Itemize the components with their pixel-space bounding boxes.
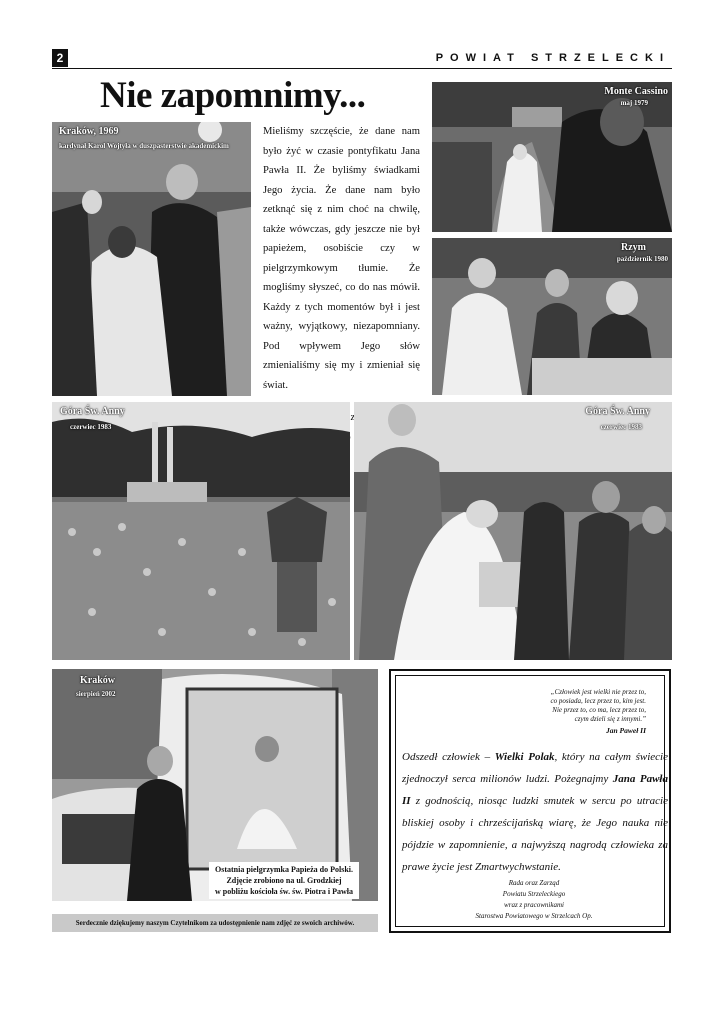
memorial-text-part: , który na całym świecie zjednoczył serca milionów ludzi. Pożegnajmy: [402, 751, 668, 785]
quote-line: co posiada, lecz przez to, kim jest.: [550, 697, 646, 705]
signature-line: Starostwa Powiatowego w Strzelcach Op.: [475, 912, 593, 920]
photo-gora-right-image: [354, 402, 672, 660]
quote-line: czym dzieli się z innymi.”: [574, 715, 646, 723]
photo-monte-cassino-title: Monte Cassino: [604, 86, 668, 97]
photo-gora-left-image: [52, 402, 350, 660]
photo-krakow-2002-caption: [209, 862, 359, 899]
memorial-text-bold: Jana Pawła II: [402, 773, 668, 807]
photo-rzym-title: Rzym: [621, 242, 646, 253]
memorial-quote: [446, 688, 646, 724]
photo-krakow-1969-title: Kraków, 1969: [59, 126, 119, 137]
photo-gora-left-title: Góra Św. Anny: [60, 406, 125, 417]
photo-gora-right-title: Góra Św. Anny: [585, 406, 650, 417]
memorial-box-inner: [395, 675, 668, 927]
photo-krakow-1969-image: [52, 122, 251, 396]
article-paragraph-1: Mieliśmy szczęście, że dane nam było żyć w czasie pontyfikatu Jana Pawła II. Że byliśmy świadkami Jego życia. Że dane nam było zetknąć się z nim choć na chwilę, także wówczas, gdy jeszcze nie był papieżem, osobiście czy w pielgrzymkowym tłumie. Że mogliśmy słyszeć, co do nas mówił. Każdy z tych momentów był i jest ważny, wyjątkowy, niezapomniany. Pod wpływem Jego słów zmienialiśmy się my i zmieniał się świat.: [263, 126, 420, 391]
photo-monte-cassino-date: maj 1979: [620, 99, 648, 107]
quote-author: Jan Paweł II: [605, 726, 646, 735]
photo-krakow-2002-caption-line: Zdjęcie zrobiono na ul. Grodzkiej: [226, 876, 342, 885]
photo-krakow-1969: [52, 122, 251, 396]
photo-gora-right-date: czerwiec 1983: [600, 423, 642, 431]
photo-rzym-date: październik 1980: [616, 255, 668, 263]
photo-gora-left: [52, 402, 350, 660]
photo-krakow-2002-title: Kraków: [80, 675, 115, 686]
signature-line: Powiatu Strzeleckiego: [502, 890, 566, 898]
page-number: 2: [52, 49, 68, 67]
quote-line: „Człowiek jest wielki nie przez to,: [550, 688, 646, 696]
photo-krakow-2002-caption-line: w pobliżu kościoła św. św. Piotra i Pawła: [214, 887, 353, 896]
memorial-text-part: z godnością, niosąc ludzki smutek w sercu po utracie bliskiej osoby i chrześcijańską wiarę, że Jego nauka nie pójdzie w zapomnienie, a najwyższą nagrodą człowieka za prawe życie jest Zmartwychwstanie.: [402, 795, 668, 873]
signature-line: Rada oraz Zarząd: [508, 879, 560, 887]
memorial-text-part: Odszedł człowiek –: [402, 751, 495, 763]
section-title: POWIAT STRZELECKI: [435, 52, 670, 64]
headline: Nie zapomnimy...: [100, 75, 366, 116]
photo-gora-left-date: czerwiec 1983: [70, 423, 112, 431]
photo-krakow-2002-caption-line: Ostatnia pielgrzymka Papieża do Polski.: [215, 865, 353, 874]
photo-rzym: [432, 238, 672, 395]
photo-gora-right: [354, 402, 672, 660]
signature-line: wraz z pracownikami: [504, 901, 564, 909]
header-rule: [52, 68, 672, 69]
quote-line: Nie przez to, co ma, lecz przez to,: [552, 706, 646, 714]
memorial-box: [389, 669, 671, 933]
memorial-text: [402, 746, 668, 878]
memorial-signature: [434, 878, 634, 922]
thanks-note: Serdecznie dziękujemy naszym Czytelnikom za udostępnienie nam zdjęć ze swoich archiwów.: [52, 914, 378, 932]
memorial-text-bold: Wielki Polak: [494, 751, 555, 763]
photo-krakow-1969-caption: kardynał Karol Wojtyła w duszpasterstwie akademickim: [59, 142, 229, 150]
photo-monte-cassino: [432, 82, 672, 232]
photo-krakow-2002-date: sierpień 2002: [76, 690, 116, 698]
